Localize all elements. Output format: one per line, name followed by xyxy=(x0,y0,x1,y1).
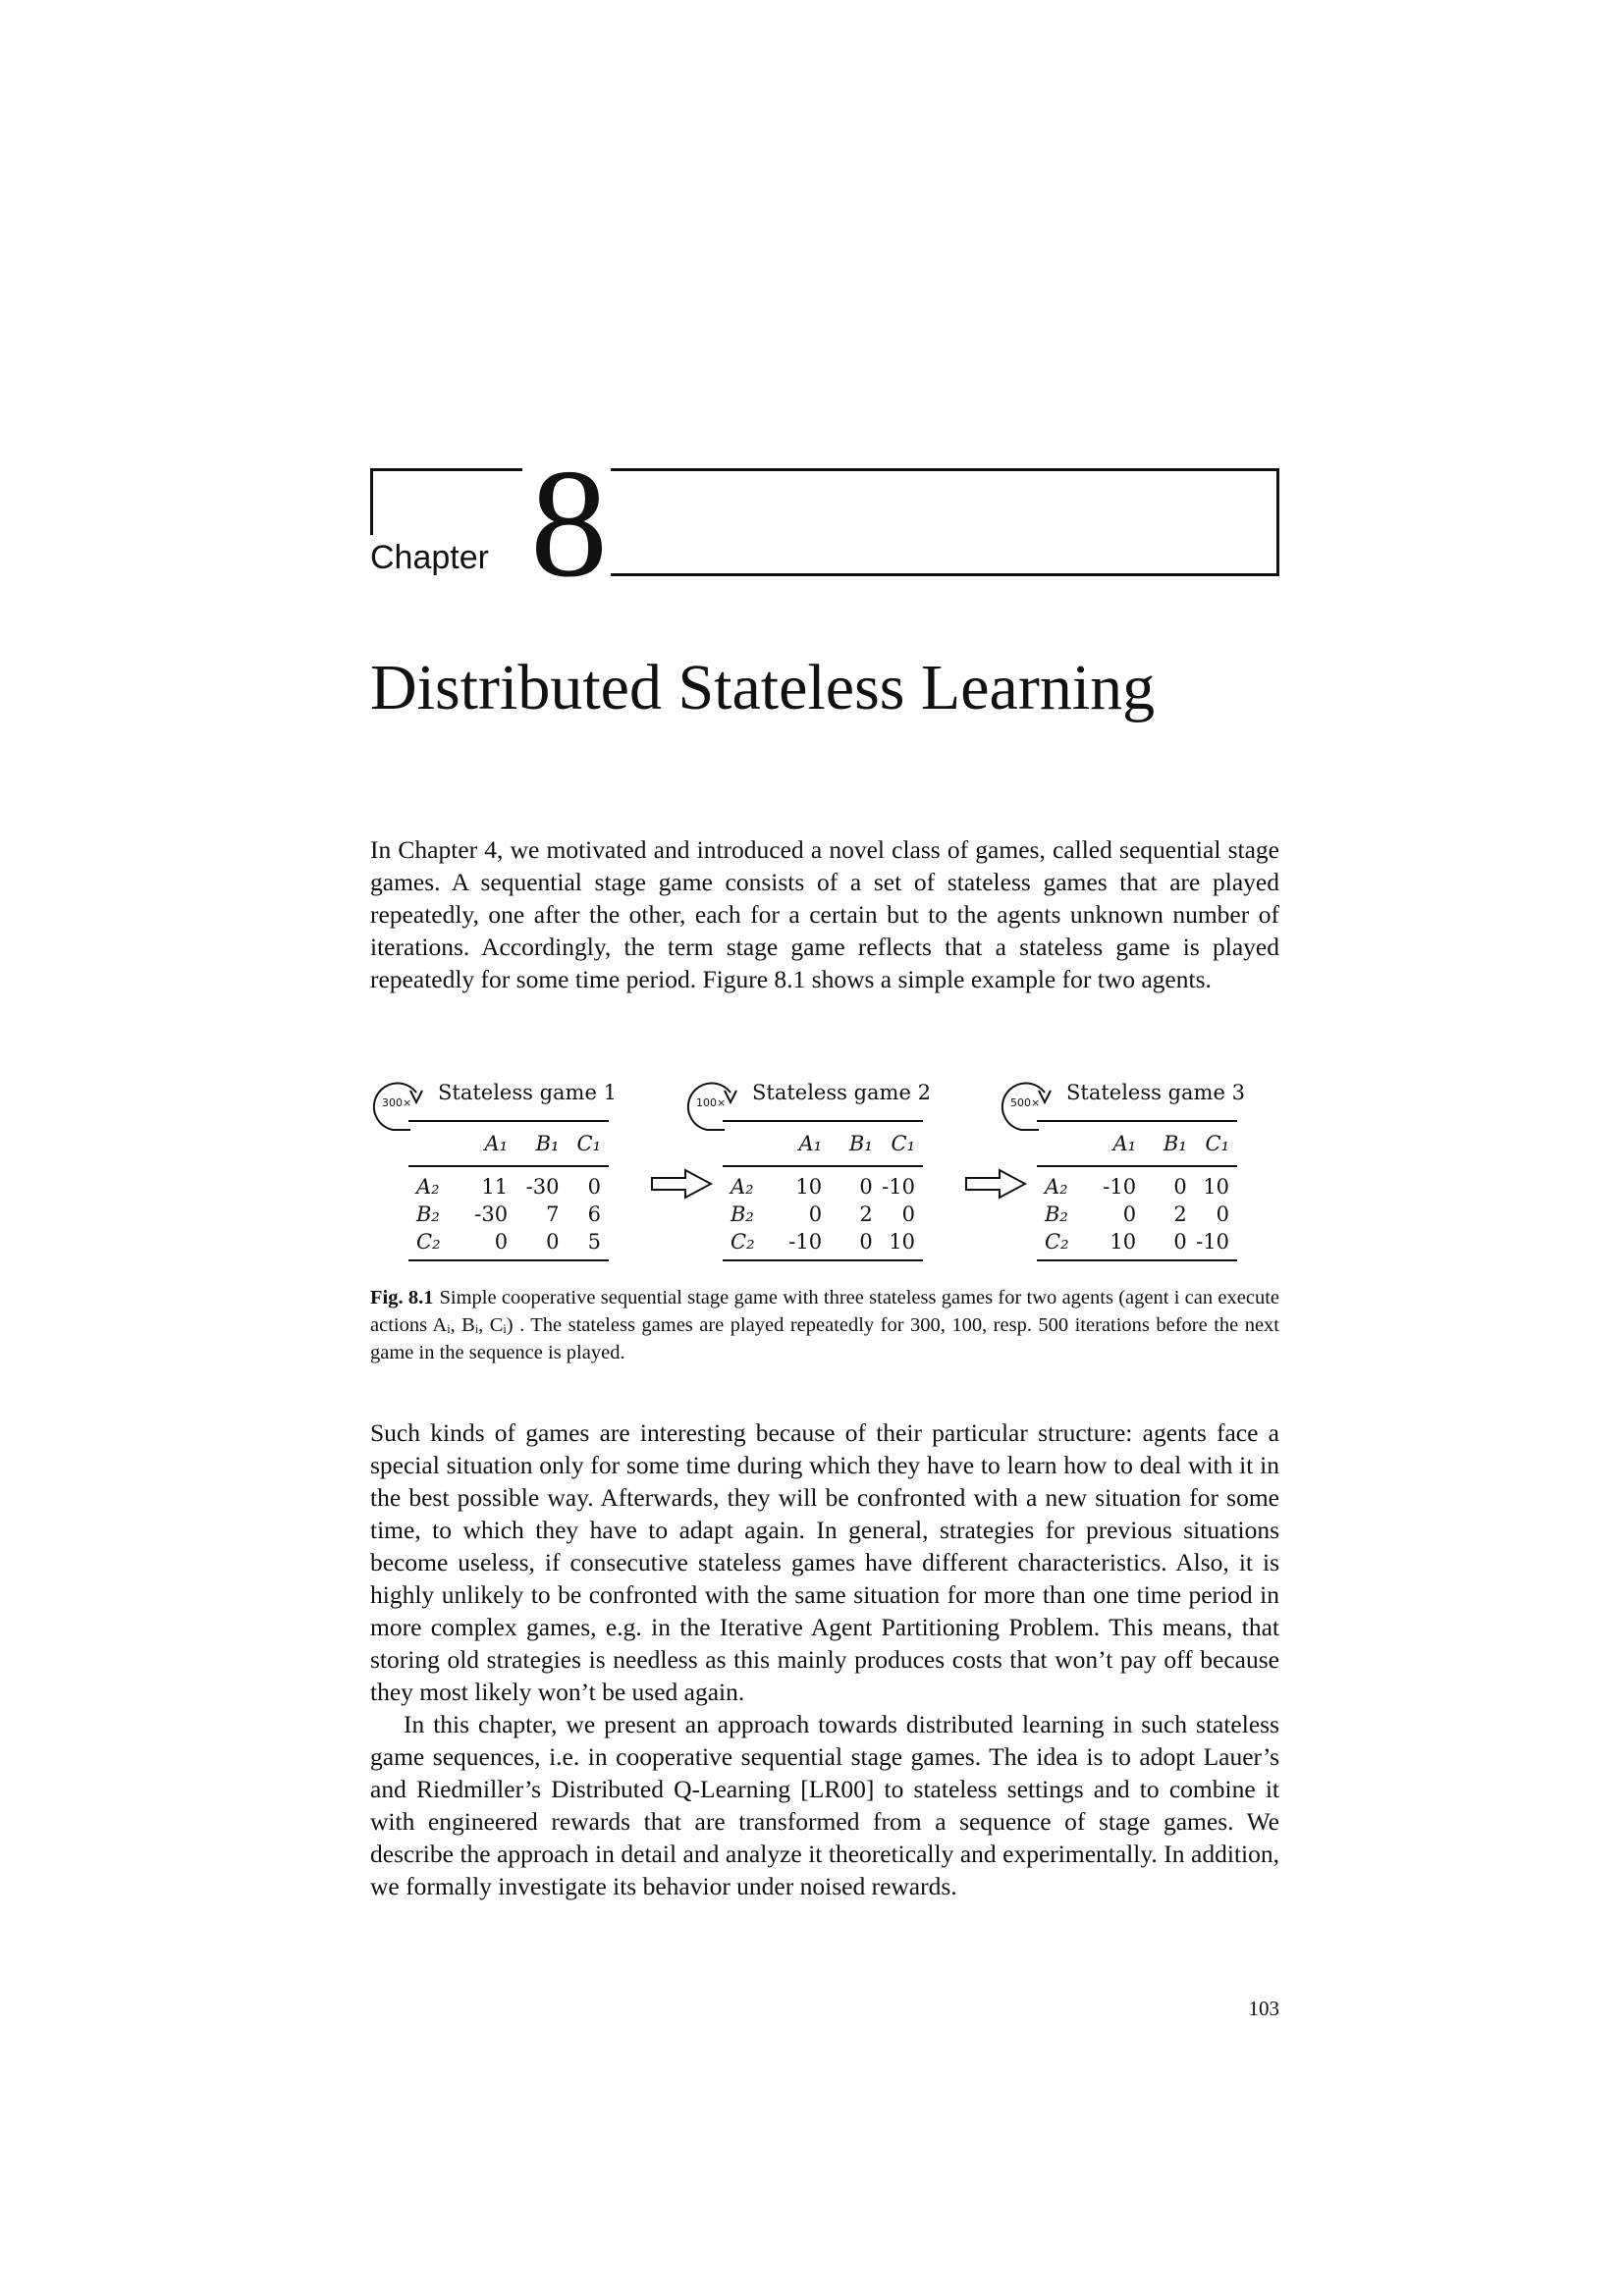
column-header: A₁ xyxy=(1085,1121,1136,1166)
row-header: C₂ xyxy=(723,1228,771,1260)
chapter-header xyxy=(370,438,1279,610)
body-paragraph xyxy=(370,1708,1279,1902)
row-header: B₂ xyxy=(731,1202,754,1226)
row-header: A₂ xyxy=(1045,1175,1068,1199)
chapter-number: 8 xyxy=(530,438,608,610)
header-rule xyxy=(1276,468,1279,576)
header-rule xyxy=(611,468,1279,471)
row-header: A₂ xyxy=(416,1175,440,1199)
table-row xyxy=(408,1166,609,1201)
payoff-table xyxy=(408,1120,609,1261)
table-header-row xyxy=(1037,1121,1237,1166)
chapter-label: Chapter xyxy=(370,539,489,576)
column-header: C₁ xyxy=(873,1121,923,1166)
table-row xyxy=(408,1201,609,1228)
column-header: A₁ xyxy=(457,1121,508,1166)
row-header: C₂ xyxy=(408,1228,457,1260)
table-row xyxy=(723,1228,923,1260)
payoff-cell: 0 xyxy=(1216,1202,1229,1226)
row-header: B₂ xyxy=(1045,1202,1068,1226)
iteration-count: 300× xyxy=(382,1096,412,1109)
iteration-count: 100× xyxy=(696,1096,727,1109)
payoff-cell: -10 xyxy=(1103,1175,1137,1199)
table-row xyxy=(723,1166,923,1201)
payoff-cell: 0 xyxy=(457,1228,508,1260)
payoff-cell: -30 xyxy=(474,1202,509,1226)
payoff-cell: 11 xyxy=(481,1175,509,1199)
payoff-cell: 0 xyxy=(508,1228,559,1260)
payoff-cell: 10 xyxy=(1085,1228,1136,1260)
caption-text: Simple cooperative sequential stage game with three stateless games for two agents (agent i can execute actions Aᵢ, Bᵢ, Cᵢ) . The stateless games are played repeatedly for 300, 100, resp. 500 iterations before the next game in the sequence is played. xyxy=(370,1287,1279,1363)
payoff-table xyxy=(1037,1120,1237,1261)
payoff-cell: 10 xyxy=(795,1175,823,1199)
payoff-cell: 0 xyxy=(859,1175,873,1199)
intro-paragraph: In Chapter 4, we motivated and introduced a novel class of games, called sequential stage games. A sequential stage game consists of a set of stateless games that are played repeatedly, one after the other, each for a certain but to the agents unknown number of iterations. Accordingly, the term stage game reflects that a stateless game is played repeatedly for some time period. Figure 8.1 shows a simple example for two agents. xyxy=(370,835,1279,993)
figure-label: Fig. 8.1 xyxy=(370,1287,434,1308)
row-header: B₂ xyxy=(416,1202,440,1226)
game-title: Stateless game 3 xyxy=(1066,1081,1245,1104)
row-header: C₂ xyxy=(1037,1228,1085,1260)
payoff-table xyxy=(723,1120,923,1261)
header-rule xyxy=(370,468,522,471)
payoff-cell: 2 xyxy=(859,1202,873,1226)
payoff-cell: 0 xyxy=(901,1202,915,1226)
column-header: B₁ xyxy=(822,1121,873,1166)
game-title: Stateless game 1 xyxy=(438,1081,617,1104)
table-row xyxy=(1037,1201,1237,1228)
column-header: A₁ xyxy=(771,1121,822,1166)
payoff-cell: 10 xyxy=(1203,1175,1229,1199)
payoff-cell: 6 xyxy=(587,1202,601,1226)
payoff-cell: -10 xyxy=(1187,1228,1237,1260)
payoff-cell: 10 xyxy=(873,1228,923,1260)
iteration-count: 500× xyxy=(1010,1096,1041,1109)
table-row xyxy=(408,1228,609,1260)
chapter-title: Distributed Stateless Learning xyxy=(370,652,1156,723)
header-rule xyxy=(611,573,1279,576)
game-title: Stateless game 2 xyxy=(752,1081,931,1104)
payoff-cell: 0 xyxy=(808,1202,823,1226)
body-paragraph: Such kinds of games are interesting because of their particular structure: agents face a special situation only for some time during which they have to learn how to deal with it in the best possible way. Afterwards, they will be confronted with a new situation for some time, to which they have to adapt again. In general, strategies for previous situations become useless, if consecutive stateless games have different characteristics. Also, it is highly unlikely to be confronted with the same situation for more than one time period in more complex games, e.g. in the Iterative Agent Partitioning Problem. This means, that storing old strategies is needless as this mainly produces costs that won’t pay off because they most likely won’t be used again. xyxy=(370,1418,1279,1706)
header-rule xyxy=(370,468,373,535)
payoff-cell: 0 xyxy=(1173,1175,1187,1199)
page-number: 103 xyxy=(1248,1997,1279,2020)
table-header-row xyxy=(723,1121,923,1166)
figure-caption xyxy=(370,1284,1279,1366)
payoff-cell: -10 xyxy=(771,1228,822,1260)
column-header: C₁ xyxy=(559,1121,609,1166)
payoff-cell: -30 xyxy=(525,1175,560,1199)
table-row xyxy=(723,1201,923,1228)
payoff-cell: 0 xyxy=(1122,1202,1137,1226)
payoff-cell: 0 xyxy=(587,1175,601,1199)
arrow-right-icon xyxy=(650,1167,713,1201)
table-row xyxy=(1037,1228,1237,1260)
figure-8-1 xyxy=(373,1075,1286,1271)
column-header: B₁ xyxy=(1136,1121,1187,1166)
payoff-cell: 7 xyxy=(546,1202,560,1226)
payoff-cell: -10 xyxy=(882,1175,915,1199)
payoff-cell: 0 xyxy=(1136,1228,1187,1260)
body-paragraph-text: In this chapter, we present an approach towards distributed learning in such stateless game sequences, i.e. in cooperative sequential stage games. The idea is to adopt Lauer’s and Riedmiller’s Distributed Q-Learning [LR00] to stateless settings and to combine it with engineered rewards that are transformed from a sequence of stage games. We describe the approach in detail and analyze it theoretically and experimentally. In addition, we formally investigate its behavior under noised rewards. xyxy=(370,1710,1279,1900)
table-row xyxy=(1037,1166,1237,1201)
column-header: B₁ xyxy=(508,1121,559,1166)
payoff-cell: 0 xyxy=(822,1228,873,1260)
payoff-cell: 5 xyxy=(559,1228,609,1260)
row-header: A₂ xyxy=(731,1175,754,1199)
table-header-row xyxy=(408,1121,609,1166)
arrow-right-icon xyxy=(964,1167,1027,1201)
column-header: C₁ xyxy=(1187,1121,1237,1166)
payoff-cell: 2 xyxy=(1173,1202,1187,1226)
